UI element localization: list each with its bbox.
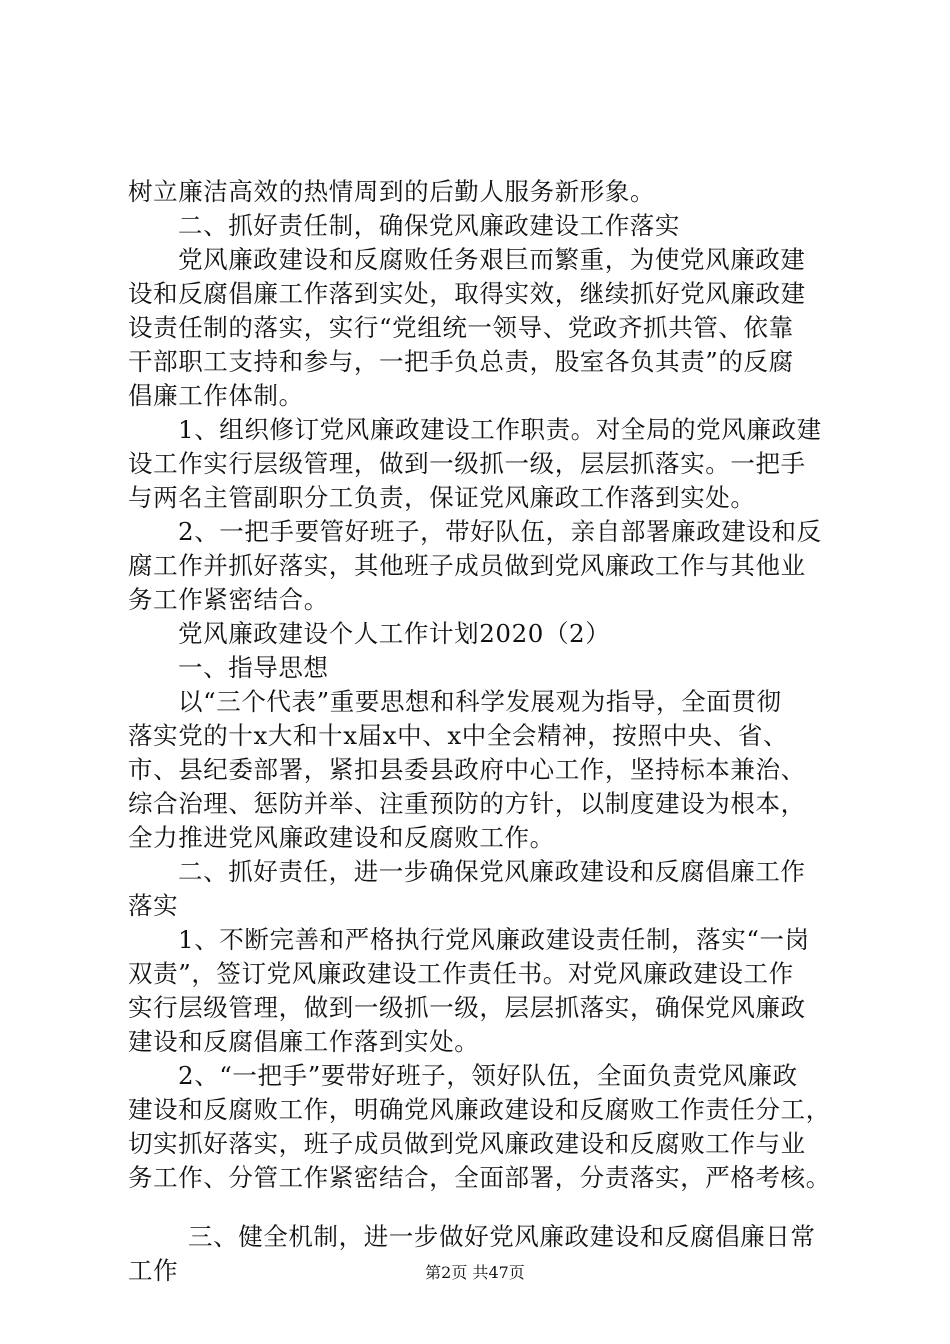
text-line: 务工作紧密结合。 xyxy=(128,585,329,614)
text-line: 2、“一把手”要带好班子，领好队伍，全面负责党风廉政 xyxy=(178,1061,798,1090)
text-line: 树立廉洁高效的热情周到的后勤人服务新形象。 xyxy=(128,177,656,206)
section-heading: 二、抓好责任制，确保党风廉政建设工作落实 xyxy=(178,211,680,240)
text-line: 干部职工支持和参与，一把手负总责，股室各负其责”的反腐 xyxy=(128,347,794,376)
text-line: 1、不断完善和严格执行党风廉政建设责任制，落实“一岗 xyxy=(178,925,810,954)
text-line: 务工作、分管工作紧密结合，全面部署，分责落实，严格考核。 xyxy=(128,1163,831,1192)
text-line: 切实抓好落实，班子成员做到党风廉政建设和反腐败工作与业 xyxy=(128,1129,806,1158)
text-line: 全力推进党风廉政建设和反腐败工作。 xyxy=(128,823,555,852)
text-line: 与两名主管副职分工负责，保证党风廉政工作落到实处。 xyxy=(128,483,756,512)
text-line: 党风廉政建设和反腐败任务艰巨而繁重，为使党风廉政建 xyxy=(178,245,806,274)
document-subtitle: 党风廉政建设个人工作计划2020（2） xyxy=(178,619,611,648)
section-heading: 工作 xyxy=(128,1256,179,1285)
text-line: 双责”，签订党风廉政建设工作责任书。对党风廉政建设工作 xyxy=(128,959,794,988)
text-line: 1、组织修订党风廉政建设工作职责。对全局的党风廉政建 xyxy=(178,415,822,444)
text-line: 建设和反腐败工作，明确党风廉政建设和反腐败工作责任分工， xyxy=(128,1095,831,1124)
section-heading: 一、指导思想 xyxy=(178,653,329,682)
section-heading: 二、抓好责任，进一步确保党风廉政建设和反腐倡廉工作 xyxy=(178,857,806,886)
text-line: 腐工作并抓好落实，其他班子成员做到党风廉政工作与其他业 xyxy=(128,551,806,580)
section-heading: 落实 xyxy=(128,891,179,920)
text-line: 2、一把手要管好班子，带好队伍，亲自部署廉政建设和反 xyxy=(178,517,822,546)
text-line: 建设和反腐倡廉工作落到实处。 xyxy=(128,1027,480,1056)
text-line: 倡廉工作体制。 xyxy=(128,381,304,410)
text-line: 设工作实行层级管理，做到一级抓一级，层层抓落实。一把手 xyxy=(128,449,806,478)
page-number: 第2页 共47页 xyxy=(425,1263,525,1282)
text-line: 设责任制的落实，实行“党组统一领导、党政齐抓共管、依靠 xyxy=(128,313,794,342)
text-line: 设和反腐倡廉工作落到实处，取得实效，继续抓好党风廉政建 xyxy=(128,279,806,308)
text-line: 市、县纪委部署，紧扣县委县政府中心工作，坚持标本兼治、 xyxy=(128,755,806,784)
section-heading: 三、健全机制，进一步做好党风廉政建设和反腐倡廉日常 xyxy=(188,1222,816,1251)
text-line: 综合治理、惩防并举、注重预防的方针，以制度建设为根本， xyxy=(128,789,806,818)
text-line: 以“三个代表”重要思想和科学发展观为指导，全面贯彻 xyxy=(178,687,782,716)
text-line: 实行层级管理，做到一级抓一级，层层抓落实，确保党风廉政 xyxy=(128,993,806,1022)
text-line: 落实党的十x大和十x届x中、x中全会精神，按照中央、省、 xyxy=(128,721,789,750)
